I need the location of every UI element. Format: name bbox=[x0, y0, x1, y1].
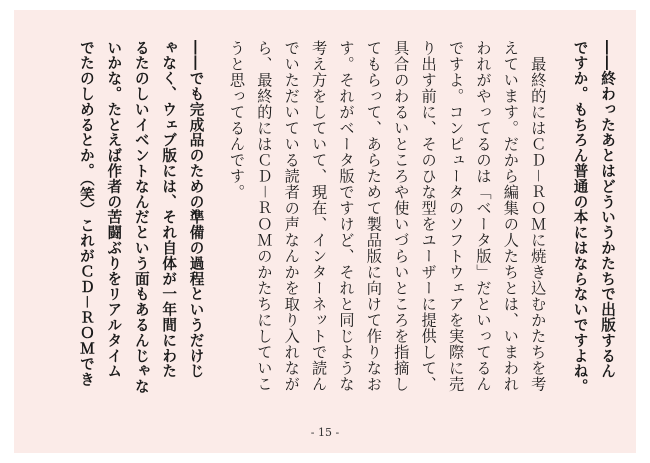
page-number: - 15 - bbox=[310, 426, 340, 439]
book-page bbox=[14, 10, 636, 453]
answer-line: うと思ってるんです。 bbox=[227, 40, 246, 200]
answer-line: えています。だから編集の人たちとは、いまわれ bbox=[501, 40, 520, 392]
question-line: ――終わったあとはどういうかたちで出版するん bbox=[599, 40, 616, 379]
paragraph-gap bbox=[547, 40, 561, 41]
question-line: でたのしめるとか。（笑）これがＣＤ－ＲＯＭでき bbox=[77, 40, 95, 387]
vertical-text-body bbox=[68, 40, 616, 410]
question-line: ですか。もちろん普通の本にはならないですよね。 bbox=[571, 40, 589, 395]
answer-line: 考え方をしていて、現在、インターネットで読ん bbox=[310, 40, 329, 392]
question-line: いかな。たとえば作者の苦闘ぶりをリアルタイム bbox=[105, 40, 123, 379]
answer-line: ですよ。コンピュータのソフトウェアを実際に売 bbox=[447, 40, 466, 392]
answer-line: ら、最終的にはＣＤ－ＲＯＭのかたちにしていこ bbox=[255, 40, 274, 392]
question-line: ゃなく、ウェブ版には、それ自体が一年間にわた bbox=[160, 40, 178, 379]
question-line: ――でも完成品のための準備の過程というだけじ bbox=[187, 40, 205, 379]
question-line: るたのしいイベントなんだという面もあるんじゃな bbox=[132, 40, 150, 395]
paragraph-gap bbox=[205, 40, 219, 41]
answer-line: でいただいている読者の声なんかを取り入れなが bbox=[282, 40, 301, 392]
answer-line: てもらって、あらためて製品版に向けて作りなお bbox=[364, 40, 383, 392]
answer-line: す。それがベータ版ですけど、それと同じような bbox=[337, 40, 356, 392]
answer-line: 具合のわるいところや使いづらいところを指摘し bbox=[392, 40, 411, 392]
answer-line: われがやってるのは「ベータ版」だといってるん bbox=[474, 40, 493, 392]
answer-line: り出す前に、そのひな型をユーザーに提供して、 bbox=[419, 40, 438, 392]
answer-line: 最終的にはＣＤ－ＲＯＭに焼き込むかたちを考 bbox=[529, 40, 548, 392]
